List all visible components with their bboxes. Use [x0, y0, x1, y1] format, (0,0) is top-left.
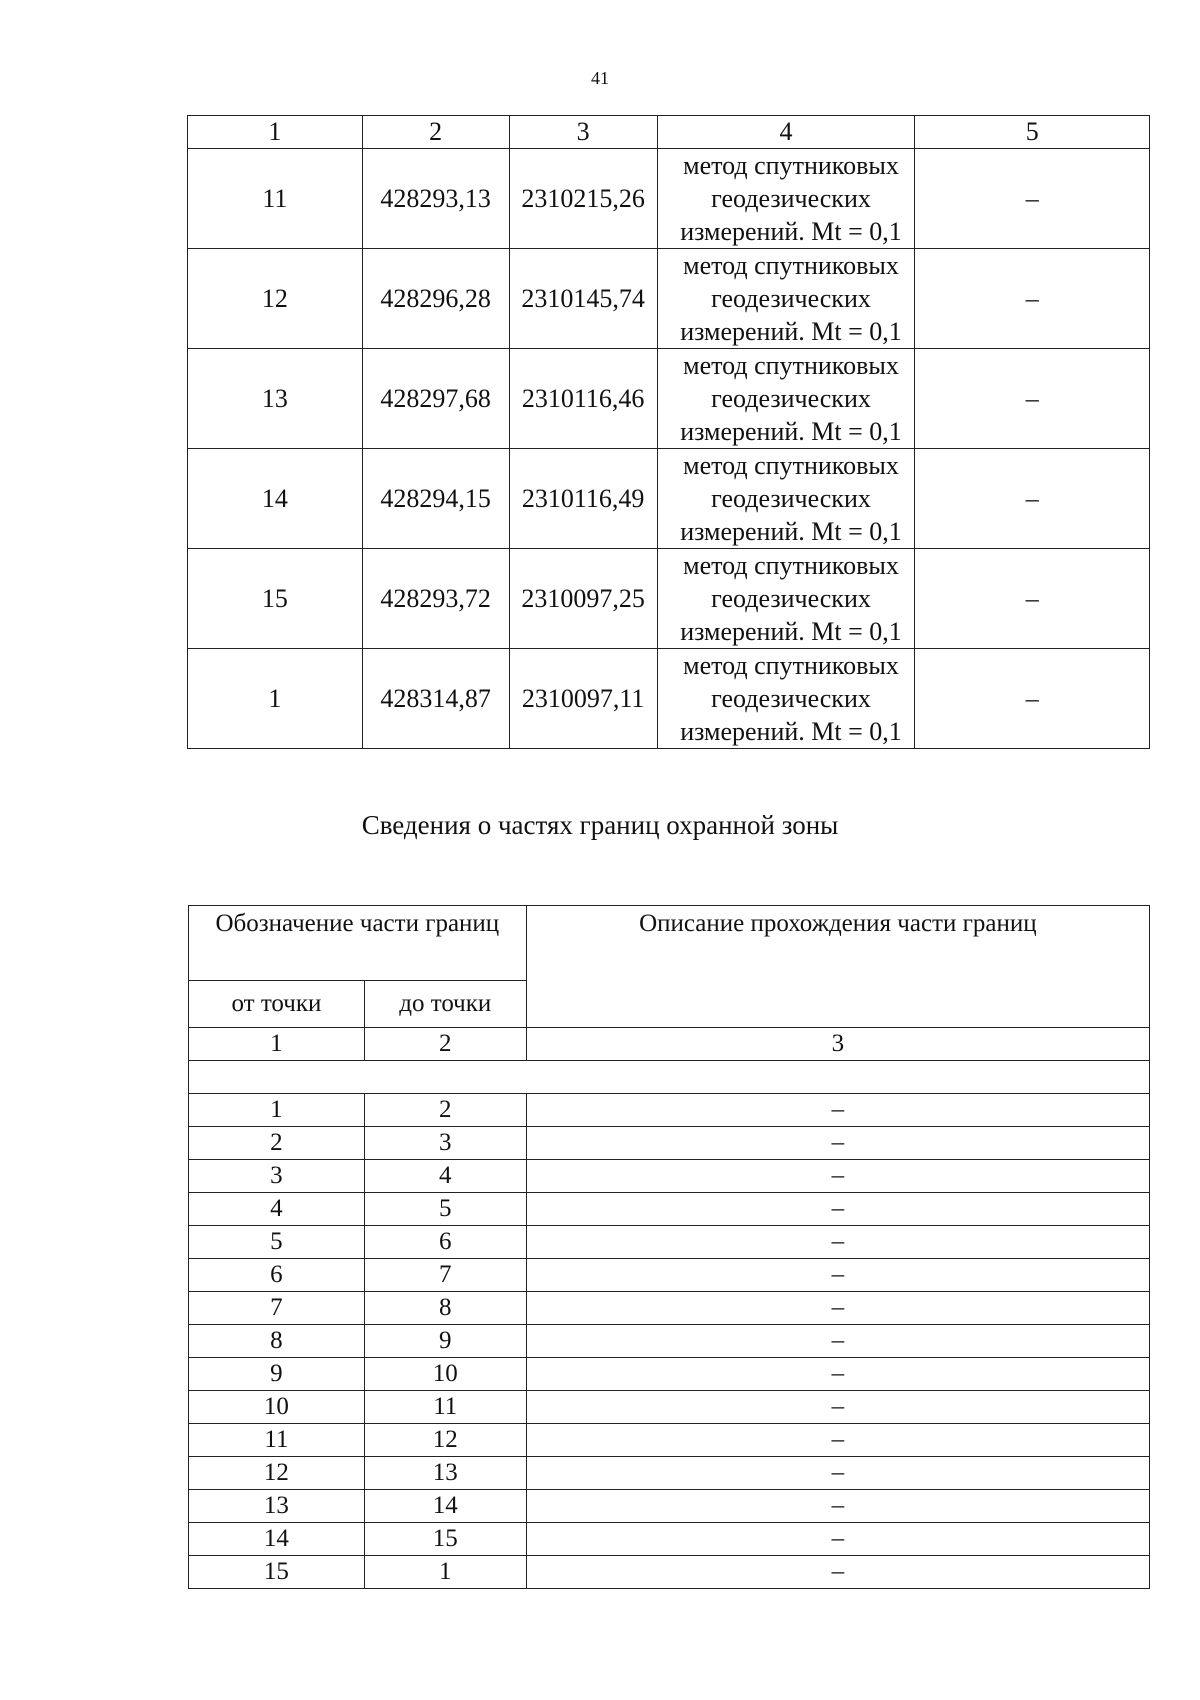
from-point: 9	[189, 1358, 365, 1391]
coord-y: 2310145,74	[509, 249, 657, 349]
note: –	[915, 149, 1150, 249]
header-description: Описание прохождения части границ	[526, 906, 1149, 1028]
table-row	[189, 1391, 1150, 1424]
table-row	[189, 1358, 1150, 1391]
description: –	[526, 1457, 1149, 1490]
from-point: 14	[189, 1523, 365, 1556]
method-line: измерений. Mt = 0,1	[680, 317, 902, 346]
from-point: 15	[189, 1556, 365, 1589]
parts-blank-row	[189, 1061, 1150, 1094]
to-point: 8	[364, 1292, 526, 1325]
method-cell	[657, 249, 915, 349]
description: –	[526, 1259, 1149, 1292]
to-point: 10	[364, 1358, 526, 1391]
table-row	[188, 549, 1150, 649]
description: –	[526, 1292, 1149, 1325]
table-row	[188, 249, 1150, 349]
table-row	[189, 1490, 1150, 1523]
method-line: измерений. Mt = 0,1	[680, 617, 902, 646]
header-designation: Обозначение части границ	[189, 906, 527, 981]
description: –	[526, 1127, 1149, 1160]
table-row	[189, 1457, 1150, 1490]
from-point: 11	[189, 1424, 365, 1457]
method-line: измерений. Mt = 0,1	[680, 517, 902, 546]
header-to-point: до точки	[364, 981, 526, 1028]
method-line: геодезических	[711, 484, 871, 513]
coord-y: 2310116,46	[509, 349, 657, 449]
method-line: геодезических	[711, 684, 871, 713]
description: –	[526, 1094, 1149, 1127]
method-line: измерений. Mt = 0,1	[680, 417, 902, 446]
point-number: 14	[188, 449, 363, 549]
coords-col-number: 4	[657, 116, 915, 149]
coord-y: 2310097,25	[509, 549, 657, 649]
coord-y: 2310097,11	[509, 649, 657, 749]
method-line: метод спутниковых	[683, 451, 899, 480]
boundary-parts-table	[188, 905, 1150, 1589]
method-line: геодезических	[711, 284, 871, 313]
method-line: метод спутниковых	[683, 651, 899, 680]
to-point: 13	[364, 1457, 526, 1490]
to-point: 6	[364, 1226, 526, 1259]
from-point: 13	[189, 1490, 365, 1523]
to-point: 11	[364, 1391, 526, 1424]
method-cell	[657, 349, 915, 449]
description: –	[526, 1226, 1149, 1259]
method-line: метод спутниковых	[683, 551, 899, 580]
from-point: 6	[189, 1259, 365, 1292]
from-point: 5	[189, 1226, 365, 1259]
point-number: 1	[188, 649, 363, 749]
method-line: метод спутниковых	[683, 151, 899, 180]
to-point: 9	[364, 1325, 526, 1358]
to-point: 12	[364, 1424, 526, 1457]
table-row	[189, 1127, 1150, 1160]
description: –	[526, 1556, 1149, 1589]
to-point: 15	[364, 1523, 526, 1556]
to-point: 2	[364, 1094, 526, 1127]
from-point: 2	[189, 1127, 365, 1160]
method-line: геодезических	[711, 584, 871, 613]
description: –	[526, 1325, 1149, 1358]
coord-x: 428293,13	[362, 149, 509, 249]
parts-col-number: 1	[189, 1028, 365, 1061]
note: –	[915, 349, 1150, 449]
coords-col-number: 2	[362, 116, 509, 149]
coord-x: 428296,28	[362, 249, 509, 349]
from-point: 10	[189, 1391, 365, 1424]
method-cell	[657, 649, 915, 749]
header-from-point: от точки	[189, 981, 365, 1028]
description: –	[526, 1358, 1149, 1391]
description: –	[526, 1424, 1149, 1457]
from-point: 4	[189, 1193, 365, 1226]
from-point: 3	[189, 1160, 365, 1193]
parts-col-number: 3	[526, 1028, 1149, 1061]
table-row	[189, 1226, 1150, 1259]
parts-header-row	[189, 906, 1150, 981]
method-cell	[657, 149, 915, 249]
method-cell	[657, 449, 915, 549]
table-row	[189, 1160, 1150, 1193]
description: –	[526, 1490, 1149, 1523]
coord-x: 428297,68	[362, 349, 509, 449]
blank-cell	[189, 1061, 1150, 1094]
to-point: 5	[364, 1193, 526, 1226]
table-row	[189, 1193, 1150, 1226]
table-row	[188, 649, 1150, 749]
point-number: 13	[188, 349, 363, 449]
method-line: метод спутниковых	[683, 351, 899, 380]
note: –	[915, 549, 1150, 649]
from-point: 1	[189, 1094, 365, 1127]
to-point: 3	[364, 1127, 526, 1160]
method-line: измерений. Mt = 0,1	[680, 217, 902, 246]
coords-col-number: 5	[915, 116, 1150, 149]
coord-y: 2310215,26	[509, 149, 657, 249]
coordinates-table	[187, 115, 1150, 749]
point-number: 11	[188, 149, 363, 249]
table-row	[188, 449, 1150, 549]
method-line: геодезических	[711, 384, 871, 413]
coord-x: 428293,72	[362, 549, 509, 649]
coord-x: 428314,87	[362, 649, 509, 749]
method-line: метод спутниковых	[683, 251, 899, 280]
description: –	[526, 1193, 1149, 1226]
page-number: 41	[591, 68, 609, 88]
method-line: геодезических	[711, 184, 871, 213]
description: –	[526, 1391, 1149, 1424]
table-row	[189, 1259, 1150, 1292]
method-line: измерений. Mt = 0,1	[680, 717, 902, 746]
from-point: 8	[189, 1325, 365, 1358]
coords-col-number: 1	[188, 116, 363, 149]
table-row	[189, 1523, 1150, 1556]
table-row	[189, 1556, 1150, 1589]
table-row	[189, 1325, 1150, 1358]
parts-col-number: 2	[364, 1028, 526, 1061]
table-row	[189, 1094, 1150, 1127]
from-point: 12	[189, 1457, 365, 1490]
parts-column-numbers-row	[189, 1028, 1150, 1061]
description: –	[526, 1160, 1149, 1193]
to-point: 14	[364, 1490, 526, 1523]
section-title: Сведения о частях границ охранной зоны	[361, 810, 839, 840]
to-point: 1	[364, 1556, 526, 1589]
point-number: 12	[188, 249, 363, 349]
point-number: 15	[188, 549, 363, 649]
to-point: 7	[364, 1259, 526, 1292]
method-cell	[657, 549, 915, 649]
table-row	[188, 349, 1150, 449]
note: –	[915, 449, 1150, 549]
note: –	[915, 249, 1150, 349]
table-row	[188, 149, 1150, 249]
to-point: 4	[364, 1160, 526, 1193]
description: –	[526, 1523, 1149, 1556]
coord-x: 428294,15	[362, 449, 509, 549]
coords-column-numbers-row	[188, 116, 1150, 149]
note: –	[915, 649, 1150, 749]
coords-col-number: 3	[509, 116, 657, 149]
table-row	[189, 1292, 1150, 1325]
coord-y: 2310116,49	[509, 449, 657, 549]
table-row	[189, 1424, 1150, 1457]
from-point: 7	[189, 1292, 365, 1325]
